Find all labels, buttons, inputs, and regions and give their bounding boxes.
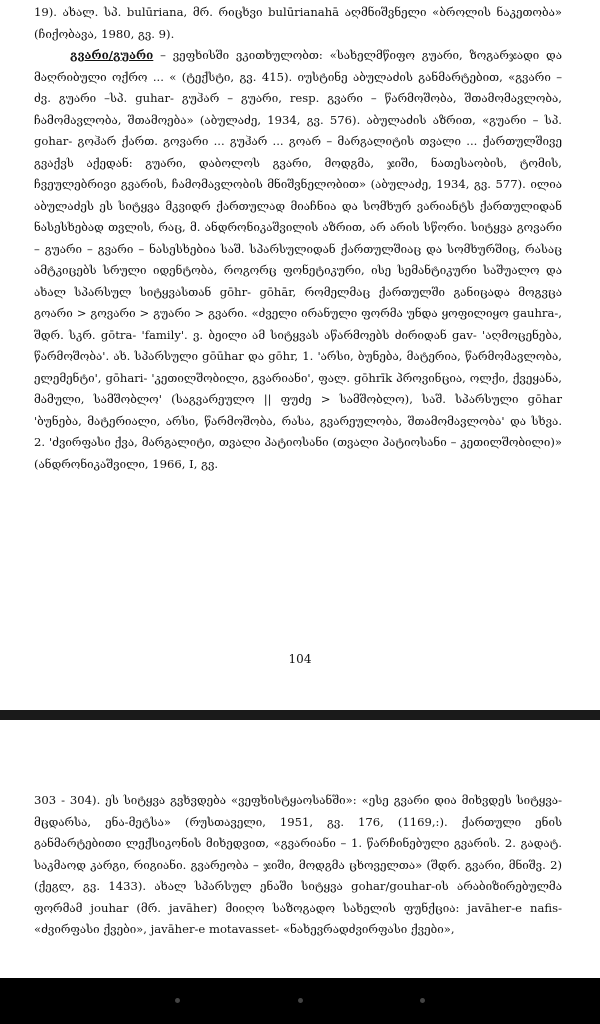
entry-body: – ვეფხისში ვკითხულობთ: «სახელმწიფო გუარი, ზოგარჯადი და მაღრიბული ოქრო ... « (ტექსტი, გვ. 415). იუსტინე აბულაძის განმარტებით, «გვარი – ძვ. გუარი –სპ. guhar- გუჰარ – გუარი, resp. გვარი – წარმოშობა, შთამომავლობა, ჩამომავლობა, შთამოება» (აბულაძე, 1934, გვ. 576). აბულაძის აზრით, «გუარი – სპ. gohar- გოჰარ ქართ. გოვარი ... გუჰარ ... გოარ – მარგალიტის თვალი ... ქართულშივე გვაქვს აქედან: გუარი, დაბოლოს გვარი, მოდგმა, ჯიში, ნათესაობის, ტომის, ჩვეულებრივი გვარის, ჩამომავლობის მნიშვნელობით» (აბულაძე, 1934, გვ. 577). ილია აბულაძეს ეს სიტყვა მკვიდრ ქართულად მიაჩნია და სომხურ ვარიანტს ქართულიდან ნასესხებად თვლის, რაც, მ. ანდრონიკაშვილის აზრით, არ არის სწორი. სიტყვა გოვარი – გუარი – გვარი – ნასესხებია საშ. სპარსულიდან ქართულშიაც და სომხურშიც, რასაც ამტკიცებს სრული იდენტობა, როგორც ფონეტიკური, ისე სემანტიკური საშუალო და ახალ სპარსულ სიტყვასთან gōhr- gōhār, რომელმაც ქართულში განიცადა მოგვცა გოარი > გოვარი > გუარი > გვარი. «ძველი ირანული ფორმა უნდა ყოფილიყო gauhra-, შდრ. სკრ. gōtra- 'family'. ვ. ბეილი ამ სიტყვას აწარმოებს ძირიდან gav- 'აღმოცენება, წარმოშობა'. ახ. სპარსული gōūhar და gōhr, 1. 'არსი, ბუნება, მატერია, წარმომავლობა, ელემენტი', gōhari- 'კეთილშობილი, გვარიანი', ფალ. gōhrīk პროვინცია, ოლქი, ქვეყანა, მამული, სამშობლო' (საგვარეულო || ფუძე > სამშობლო), საშ. სპარსული gōhar 'ბუნება, მატერიალი, არსი, წარმოშობა, რასა, გვარეულობა, შთამომავლობა' და სხვა. 2. 'ძვირფასი ქვა, მარგალიტი, თვალი პატიოსანი (თვალი პატიოსანი – კეთილშობილი)» (ანდრონიკაშვილი, 1966, I, გვ. bbox=[34, 48, 562, 471]
recents-icon[interactable] bbox=[420, 998, 425, 1003]
back-icon[interactable] bbox=[175, 998, 180, 1003]
paragraph-intro: 19). ახალ. სპ. bulūriana, მრ. რიცხვი bulūrianahā აღმნიშვნელი «ბროლის ნაკეთობა» (ჩიქობავა, 1980, გვ. 9). bbox=[34, 5, 562, 41]
document-page-105 bbox=[0, 720, 600, 978]
paragraph-continuation: 303 - 304). ეს სიტყვა გვხვდება «ვეფხისტყაოსანში»: «ესე გვარი დია მიხვდეს სიტყვა-მცდარსა, ენა-მეტსა» (რუსთაველი, 1951, გვ. 176, (1169,:). ქართული ენის განმარტებითი ლექსიკონის მიხედვით, «გვარიანი – 1. წარჩინებული გვარის. 2. გადატ. საკმაოდ კარგი, რიგიანი. გვარეობა – ჯიში, მოდგმა ცხოველთა» (შდრ. გვარი, მნიშვ. 2) (ქეგლ, გვ. 1433). ახალ სპარსულ ენაში სიტყვა gohar/gouhar-ის არაბიზირებულმა ფორმამ jouhar (მრ. javāher) მიიღო საზოგადო სახელის ფუნქცია: javāher-e nafis- «ძვირფასი ქვები», javāher-e motavasset- «ნახევრადძვირფასი ქვები», bbox=[34, 793, 562, 936]
page-104-body bbox=[34, 2, 562, 475]
home-icon[interactable] bbox=[298, 998, 303, 1003]
page-separator bbox=[0, 710, 600, 720]
paragraph-entry-gvari bbox=[34, 45, 562, 475]
android-navigation-bar bbox=[0, 978, 600, 1024]
entry-headword: გვარი/გუარი bbox=[70, 48, 154, 62]
page-105-body bbox=[34, 790, 562, 941]
page-number: 104 bbox=[288, 652, 312, 666]
